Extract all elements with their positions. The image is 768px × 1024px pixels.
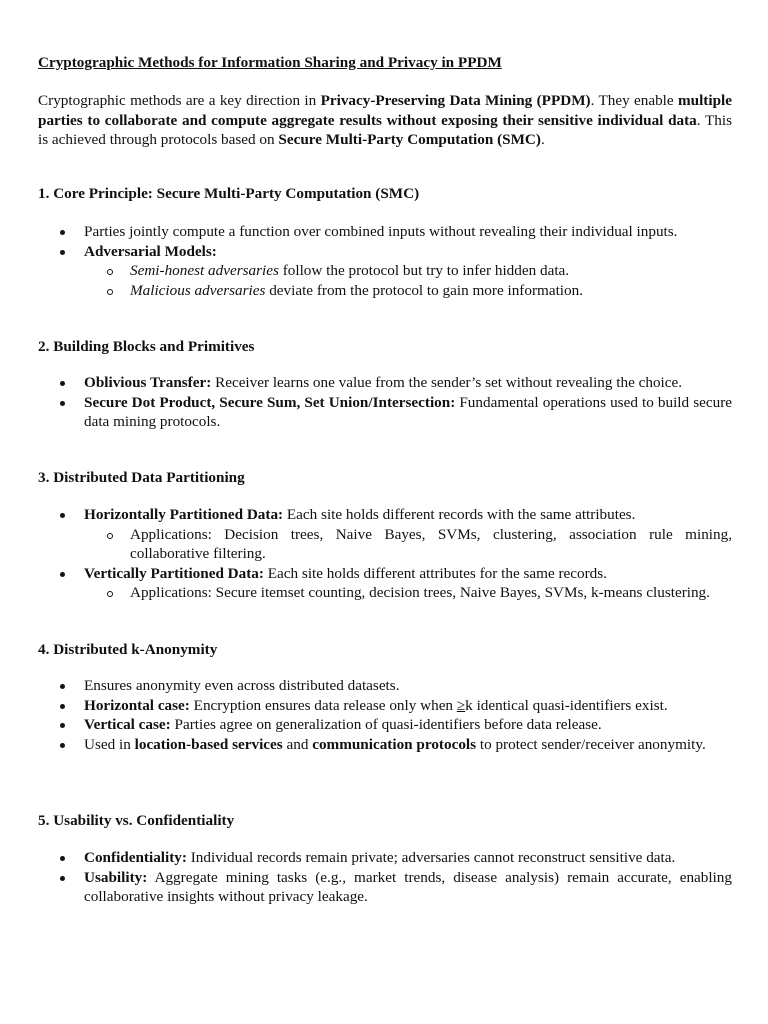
- intro-paragraph: [38, 91, 732, 150]
- list-item-label: Vertically Partitioned Data:: [84, 564, 264, 582]
- sub-bullet-icon: [107, 533, 113, 539]
- list-item: [38, 735, 732, 755]
- section-1-heading: 1. Core Principle: Secure Multi-Party Computation (SMC): [38, 185, 420, 202]
- section-2-heading: 2. Building Blocks and Primitives: [38, 338, 255, 355]
- list-item-text: k identical quasi-identifiers exist.: [465, 696, 668, 714]
- list-item: [38, 242, 732, 301]
- list-item: [38, 676, 732, 696]
- section-2-list: [38, 373, 732, 432]
- list-item-text: Each site holds different attributes for the same records.: [263, 564, 607, 582]
- section-1-list: [38, 222, 732, 300]
- sub-list-item: [84, 281, 732, 301]
- list-item-text: Ensures anonymity even across distributed datasets.: [84, 677, 400, 694]
- list-item: [38, 715, 732, 735]
- sub-bullet-icon: [107, 269, 113, 275]
- list-item-label: Adversarial Models:: [84, 242, 217, 260]
- sub-bullet-icon: [107, 289, 113, 295]
- list-item-label: Confidentiality:: [84, 849, 187, 866]
- list-item-text: Parties jointly compute a function over combined inputs without revealing their individual inputs.: [84, 223, 678, 240]
- list-item-text: Each site holds different records with the same attributes.: [283, 506, 636, 523]
- sub-list: [84, 525, 732, 564]
- intro-bold-smc: Secure Multi-Party Computation (SMC): [278, 131, 541, 148]
- list-item: [38, 222, 732, 242]
- sub-list-item: [84, 525, 732, 564]
- list-item-text: Encryption ensures data release only when: [189, 696, 457, 714]
- list-item: [38, 373, 732, 393]
- list-item-text: Parties agree on generalization of quasi-identifiers before data release.: [170, 716, 602, 733]
- bullet-icon: [60, 684, 65, 689]
- sub-list: [84, 261, 732, 300]
- list-item: [38, 696, 732, 716]
- list-item-label: Horizontally Partitioned Data:: [84, 506, 284, 523]
- list-item-text: to protect sender/receiver anonymity.: [476, 735, 706, 753]
- bullet-icon: [60, 230, 65, 235]
- sub-list-item: [84, 261, 732, 281]
- list-item-label: Secure Dot Product, Secure Sum, Set Union/Intersection:: [84, 393, 456, 411]
- bullet-icon: [60, 743, 65, 748]
- sub-item-text: deviate from the protocol to gain more information.: [265, 281, 583, 299]
- intro-text-1: Cryptographic methods are a key direction in: [38, 92, 321, 109]
- list-item: [38, 848, 732, 868]
- intro-bold-collaborate: multiple parties to collaborate and compute aggregate results without exposing their sensitive individual data: [38, 92, 732, 129]
- list-item-label: Horizontal case:: [84, 696, 190, 714]
- bullet-icon: [60, 876, 65, 881]
- sub-list-item: [84, 583, 732, 603]
- list-item-text: and: [282, 735, 313, 753]
- section-3-list: [38, 505, 732, 603]
- list-item-text: Used in: [84, 735, 135, 753]
- bullet-icon: [60, 513, 65, 518]
- intro-bold-ppdm: Privacy-Preserving Data Mining (PPDM): [320, 92, 591, 109]
- section-4-heading: 4. Distributed k-Anonymity: [38, 641, 218, 658]
- list-item: [38, 868, 732, 907]
- section-5-list: [38, 848, 732, 907]
- bullet-icon: [60, 856, 65, 861]
- sub-item-text: Applications: Secure itemset counting, decision trees, Naive Bayes, SVMs, k-means clustering.: [130, 584, 710, 601]
- sub-bullet-icon: [107, 591, 113, 597]
- list-item-text: Receiver learns one value from the sender’s set without revealing the choice.: [211, 374, 683, 391]
- sub-item-emphasis: Semi-honest adversaries: [130, 262, 279, 279]
- bullet-icon: [60, 250, 65, 255]
- intro-text-4: .: [540, 131, 545, 148]
- section-4-list: [38, 676, 732, 754]
- intro-text-2: . They enable: [590, 92, 678, 109]
- section-5-heading: 5. Usability vs. Confidentiality: [38, 812, 235, 829]
- list-item-label: Oblivious Transfer:: [84, 374, 212, 391]
- section-3-heading: 3. Distributed Data Partitioning: [38, 469, 245, 486]
- bullet-icon: [60, 381, 65, 386]
- list-item-text: Fundamental operations used to build secure data mining protocols.: [84, 393, 732, 430]
- list-item-bold: location-based services: [134, 735, 283, 753]
- intro-text-3: . This is achieved through protocols based on: [38, 111, 732, 148]
- greater-equal-symbol: ≥: [456, 696, 466, 714]
- list-item: [38, 564, 732, 603]
- list-item-label: Usability:: [84, 868, 148, 886]
- list-item-text: Aggregate mining tasks (e.g., market trends, disease analysis) remain accurate, enabling collaborative insights without privacy leakage.: [84, 868, 732, 905]
- list-item-label: Vertical case:: [84, 716, 171, 733]
- sub-item-text: follow the protocol but try to infer hidden data.: [278, 262, 570, 279]
- list-item: [38, 393, 732, 432]
- page-title: Cryptographic Methods for Information Sharing and Privacy in PPDM: [38, 54, 502, 71]
- sub-item-text: Applications: Decision trees, Naive Bayes, SVMs, clustering, association rule mining, collaborative filtering.: [130, 525, 732, 562]
- bullet-icon: [60, 572, 65, 577]
- sub-list: [84, 583, 732, 603]
- list-item: [38, 505, 732, 564]
- list-item-bold: communication protocols: [312, 735, 477, 753]
- sub-item-emphasis: Malicious adversaries: [130, 281, 266, 299]
- bullet-icon: [60, 704, 65, 709]
- list-item-text: Individual records remain private; adversaries cannot reconstruct sensitive data.: [186, 849, 676, 866]
- bullet-icon: [60, 401, 65, 406]
- bullet-icon: [60, 723, 65, 728]
